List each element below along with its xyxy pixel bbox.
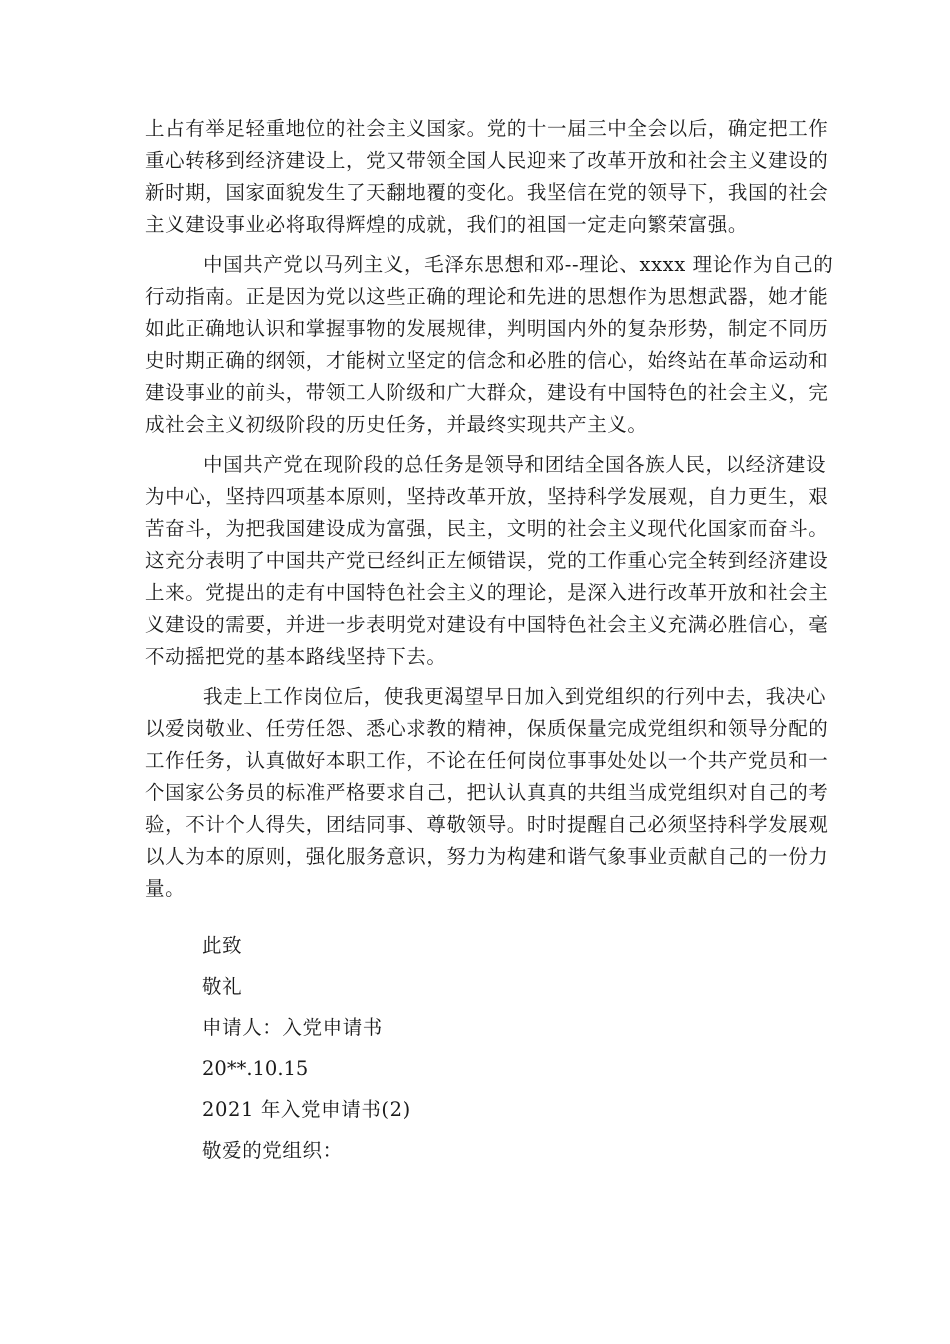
text-line: 以爱岗敬业、任劳任怨、悉心求教的精神，保质保量完成党组织和领导分配的 <box>145 717 829 740</box>
text-line: 这充分表明了中国共产党已经纠正左倾错误，党的工作重心完全转到经济建设 <box>145 549 829 572</box>
paragraph-4 <box>145 681 829 905</box>
text-line: 中国共产党以马列主义，毛泽东思想和邓--理论、xxxx 理论作为自己的 <box>203 253 834 276</box>
text-line: 新时期，国家面貌发生了天翻地覆的变化。我坚信在党的领导下，我国的社会 <box>145 181 829 204</box>
text-line: 如此正确地认识和掌握事物的发展规律，判明国内外的复杂形势，制定不同历 <box>145 317 829 340</box>
text-line: 工作任务，认真做好本职工作，不论在任何岗位事事处处以一个共产党员和一 <box>145 749 829 772</box>
text-line: 不动摇把党的基本路线坚持下去。 <box>145 645 447 668</box>
text-line: 行动指南。正是因为党以这些正确的理论和先进的思想作为思想武器，她才能 <box>145 285 829 308</box>
text-line: 中国共产党在现阶段的总任务是领导和团结全国各族人民，以经济建设 <box>203 453 827 476</box>
text-line: 量。 <box>145 877 186 900</box>
text-line: 个国家公务员的标准严格要求自己，把认认真真的共组当成党组织对自己的考 <box>145 781 829 804</box>
text-line: 为中心，坚持四项基本原则，坚持改革开放，坚持科学发展观，自力更生，艰 <box>145 485 829 508</box>
text-line: 苦奋斗，为把我国建设成为富强，民主，文明的社会主义现代化国家而奋斗。 <box>145 517 829 540</box>
text-line: 建设事业的前头，带领工人阶级和广大群众，建设有中国特色的社会主义，完 <box>145 381 829 404</box>
paragraph-3 <box>145 449 829 673</box>
text-line: 成社会主义初级阶段的历史任务，并最终实现共产主义。 <box>145 413 648 436</box>
next-document-title: 2021 年入党申请书(2) <box>202 1098 411 1121</box>
text-line: 主义建设事业必将取得辉煌的成就，我们的祖国一定走向繁荣富强。 <box>145 213 749 236</box>
next-greeting: 敬爱的党组织： <box>202 1139 343 1162</box>
paragraph-2 <box>145 249 834 441</box>
text-line: 验，不计个人得失，团结同事、尊敬领导。时时提醒自己必须坚持科学发展观 <box>145 813 829 836</box>
regards: 敬礼 <box>202 975 243 998</box>
text-line: 上来。党提出的走有中国特色社会主义的理论，是深入进行改革开放和社会主 <box>145 581 829 604</box>
text-line: 重心转移到经济建设上，党又带领全国人民迎来了改革开放和社会主义建设的 <box>145 149 829 172</box>
text-line: 以人为本的原则，强化服务意识，努力为构建和谐气象事业贡献自己的一份力 <box>145 845 829 868</box>
application-date: 20**.10.15 <box>202 1057 309 1080</box>
document-body <box>145 113 834 913</box>
paragraph-1 <box>145 113 829 241</box>
salutation: 此致 <box>202 934 243 957</box>
text-line: 义建设的需要，并进一步表明党对建设有中国特色社会主义充满必胜信心，毫 <box>145 613 829 636</box>
text-line: 上占有举足轻重地位的社会主义国家。党的十一届三中全会以后，确定把工作 <box>145 117 829 140</box>
text-line: 史时期正确的纲领，才能树立坚定的信念和必胜的信心，始终站在革命运动和 <box>145 349 829 372</box>
text-line: 我走上工作岗位后，使我更渴望早日加入到党组织的行列中去，我决心 <box>203 685 827 708</box>
applicant-signature: 申请人：入党申请书 <box>202 1016 383 1039</box>
